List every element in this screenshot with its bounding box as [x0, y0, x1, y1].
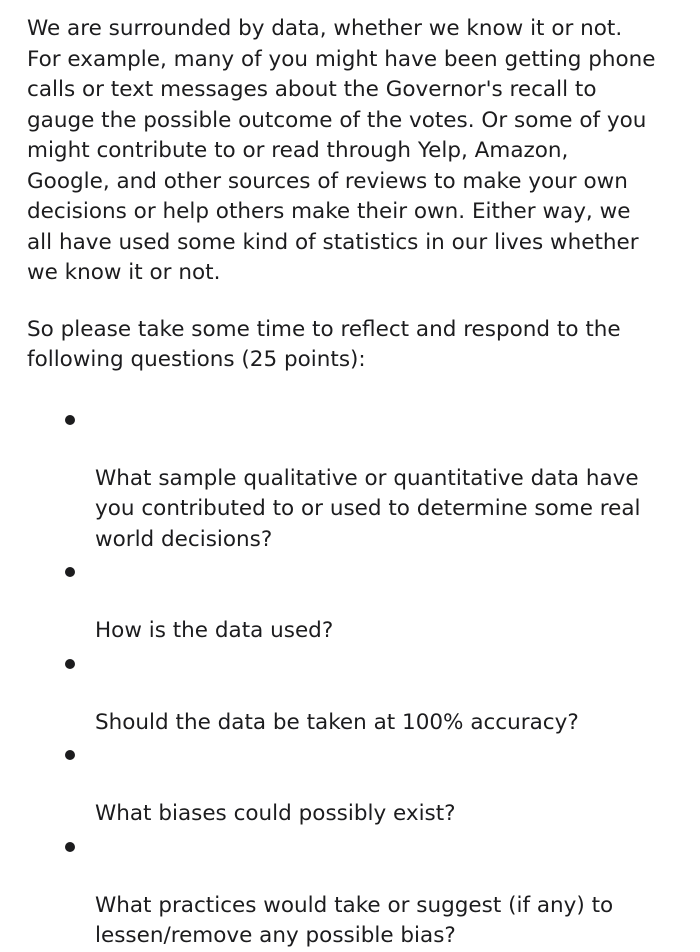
bullet-icon [65, 567, 75, 577]
question-item [95, 647, 677, 739]
question-text: What sample qualitative or quantitative data have you contributed to or used to determine some real world decisions? [95, 465, 641, 552]
question-item [95, 403, 677, 556]
document-body [27, 14, 677, 952]
bullet-icon [65, 750, 75, 760]
bullet-icon [65, 659, 75, 669]
question-item [95, 830, 677, 952]
question-list [27, 403, 677, 952]
question-text: Should the data be taken at 100% accuracy? [95, 709, 579, 735]
question-item [95, 555, 677, 647]
question-text: What biases could possibly exist? [95, 801, 456, 826]
question-text: How is the data used? [95, 618, 334, 643]
intro-paragraph: We are surrounded by data, whether we know it or not. For example, many of you might have been getting phone calls or text messages about the Governor's recall to gauge the possible outcome of the votes. Or some of you might contribute to or read through Yelp, Amazon, Google, and other sources of reviews to make your own decisions or help others make their own. Either way, we all have used some kind of statistics in our lives whether we know it or not. [27, 16, 656, 285]
bullet-icon [65, 842, 75, 852]
instructions-paragraph: So please take some time to reflect and respond to the following questions (25 points): [27, 316, 621, 372]
question-text: What practices would take or suggest (if any) to lessen/remove any possible bias? [95, 892, 614, 948]
bullet-icon [65, 415, 75, 425]
question-item [95, 738, 677, 830]
